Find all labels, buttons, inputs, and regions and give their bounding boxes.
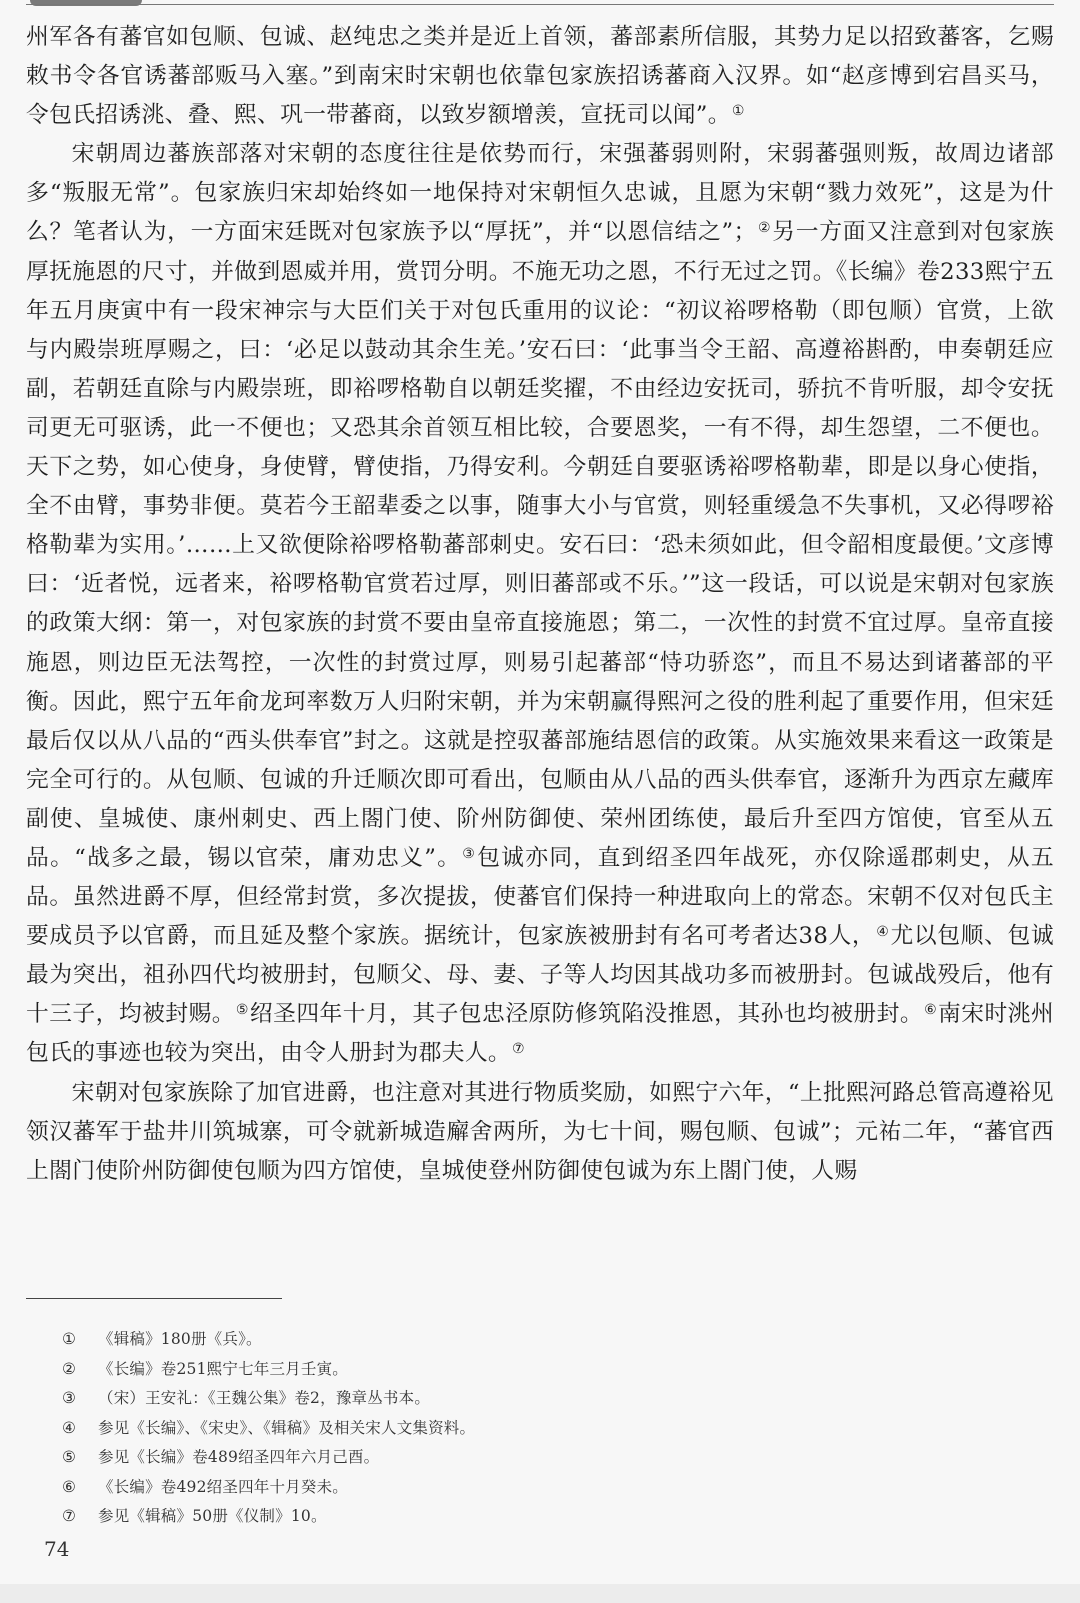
footnote-number: ⑥ — [62, 1477, 77, 1496]
body-text — [26, 18, 1054, 1191]
footnote-text: 《辑稿》180册《兵》。 — [98, 1330, 262, 1348]
footnote-number: ① — [62, 1330, 77, 1348]
footnote-number: ③ — [62, 1389, 77, 1407]
footnote-mark-1[interactable]: ① — [731, 103, 745, 120]
footnote-mark-4[interactable]: ④ — [876, 924, 890, 941]
paragraph-1 — [26, 18, 1054, 135]
footnote-6 — [62, 1473, 1022, 1503]
footnote-4 — [62, 1414, 1022, 1444]
footnote-number: ⑤ — [62, 1448, 77, 1466]
footnote-text: 《长编》卷492绍圣四年十月癸未。 — [98, 1477, 348, 1496]
paragraph-2-text-f: 南宋时洮州包氏的事迹也较为突出，由令人册封为郡夫人。 — [26, 1001, 1054, 1067]
footnote-number: ④ — [62, 1418, 77, 1437]
header-rule — [26, 4, 1054, 5]
footnote-2 — [62, 1355, 1022, 1385]
footnote-mark-6[interactable]: ⑥ — [924, 1002, 938, 1019]
footnote-mark-7[interactable]: ⑦ — [512, 1041, 525, 1058]
paragraph-1-text: 州军各有蕃官如包顺、包诚、赵纯忠之类并是近上首领，蕃部素所信服，其势力足以招致蕃客，乞赐敕书令各官诱蕃部贩马入塞。”到南宋时宋朝也依靠包家族招诱蕃商入汉界。如“赵彦博到宕昌买马，令包氏招诱洮、叠、熙、巩一带蕃商，以致岁额增羡，宣抚司以闻”。 — [26, 24, 1054, 129]
page-number: 74 — [44, 1537, 70, 1561]
paragraph-2-text-e: 绍圣四年十月，其子包忠泾原防修筑陷没推恩，其孙也均被册封。 — [249, 1001, 924, 1028]
paragraph-2-text-a: 宋朝周边蕃族部落对宋朝的态度往往是依势而行，宋强蕃弱则附，宋弱蕃强则叛，故周边诸部多“叛服无常”。包家族归宋却始终如一地保持对宋朝恒久忠诚，且愿为宋朝“戮力效死”，这是为什么？笔者认为，一方面宋廷既对包家族予以“厚抚”，并“以恩信结之”； — [26, 141, 1054, 246]
footnotes — [62, 1325, 1022, 1532]
footnote-mark-3[interactable]: ③ — [462, 845, 477, 862]
footnote-text: （宋）王安礼：《王魏公集》卷2，豫章丛书本。 — [98, 1389, 431, 1407]
paragraph-3 — [26, 1074, 1054, 1191]
paragraph-2-text-d: 尤以包顺、包诚最为突出，祖孙四代均被册封，包顺父、母、妻、子等人均因其战功多而被册封。包诚战殁后，他有十三子，均被封赐。 — [26, 923, 1054, 1028]
footnote-1 — [62, 1325, 1022, 1355]
footnote-text: 参见《长编》、《宋史》、《辑稿》及相关宋人文集资料。 — [98, 1418, 476, 1437]
footnote-text: 《长编》卷251熙宁七年三月壬寅。 — [98, 1359, 348, 1378]
paragraph-2-text-c: 包诚亦同，直到绍圣四年战死，亦仅除遥郡刺史，从五品。虽然进爵不厚，但经常封赏，多次提拔，使蕃官们保持一种进取向上的常态。宋朝不仅对包氏主要成员予以官爵，而且延及整个家族。据统计，包家族被册封有名可考者达38人， — [26, 844, 1055, 950]
footnote-number: ⑦ — [62, 1507, 77, 1525]
footnote-text: 参见《辑稿》50册《仪制》10。 — [98, 1507, 327, 1525]
footnote-text: 参见《长编》卷489绍圣四年六月己酉。 — [98, 1448, 380, 1466]
footnote-3 — [62, 1384, 1022, 1414]
footnote-mark-5[interactable]: ⑤ — [235, 1002, 249, 1019]
footnote-7 — [62, 1502, 1022, 1532]
footnote-number: ② — [62, 1359, 77, 1378]
paragraph-3-text: 宋朝对包家族除了加官进爵，也注意对其进行物质奖励，如熙宁六年，“上批熙河路总管高遵裕见领汉蕃军于盐井川筑城寨，可令就新城造廨舍两所，为七十间，赐包顺、包诚”；元祐二年，“蕃官西上閤门使阶州防御使包顺为四方馆使，皇城使登州防御使包诚为东上閤门使，人赐 — [26, 1079, 1054, 1184]
paragraph-2 — [26, 135, 1054, 1073]
top-scroll-tab — [30, 0, 142, 6]
footnote-separator — [26, 1298, 282, 1299]
paragraph-2-text-b: 另一方面又注意到对包家族厚抚施恩的尺寸，并做到恩威并用，赏罚分明。不施无功之恩，不行无过之罚。《长编》卷233熙宁五年五月庚寅中有一段宋神宗与大臣们关于对包氏重用的议论：“初议裕啰格勒（即包顺）官赏，上欲与内殿崇班厚赐之，曰：‘必足以鼓动其余生羌。’安石曰：‘此事当令王韶、高遵裕斟酌，申奏朝廷应副，若朝廷直除与内殿崇班，即裕啰格勒自以朝廷奖擢，不由经边安抚司，骄抗不肯听服，却令安抚司更无可驱诱，此一不便也；又恐其余首领互相比较，合要恩奖，一有不得，却生怨望，二不便也。天下之势，如心使身，身使臂，臂使指，乃得安利。今朝廷自要驱诱裕啰格勒辈，即是以身心使指，全不由臂，事势非便。莫若今王韶辈委之以事，随事大小与官赏，则轻重缓急不失事机，又必得啰裕格勒辈为实用。’……上又欲便除裕啰格勒蕃部刺史。安石曰：‘恐未须如此，但令韶相度最便。’文彦博曰：‘近者悦，远者来，裕啰格勒官赏若过厚，则旧蕃部或不乐。’”这一段话，可以说是宋朝对包家族的政策大纲：第一，对包家族的封赏不要由皇帝直接施恩；第二，一次性的封赏不宜过厚。皇帝直接施恩，则边臣无法驾控，一次性的封赏过厚，则易引起蕃部“恃功骄恣”，而且不易达到诸蕃部的平衡。因此，熙宁五年俞龙珂率数万人归附宋朝，并为宋朝赢得熙河之役的胜利起了重要作用，但宋廷最后仅以从八品的“西头供奉官”封之。这就是控驭蕃部施结恩信的政策。从实施效果来看这一政策是完全可行的。从包顺、包诚的升迁顺次即可看出，包顺由从八品的西头供奉官，逐渐升为西京左藏库副使、皇城使、康州刺史、西上閤门使、阶州防御使、荣州团练使，最后升至四方馆使，官至从五品。“战多之最，锡以官荣，庸劝忠义”。 — [26, 219, 1054, 871]
footnote-5 — [62, 1443, 1022, 1473]
footnote-mark-2[interactable]: ② — [757, 220, 772, 237]
